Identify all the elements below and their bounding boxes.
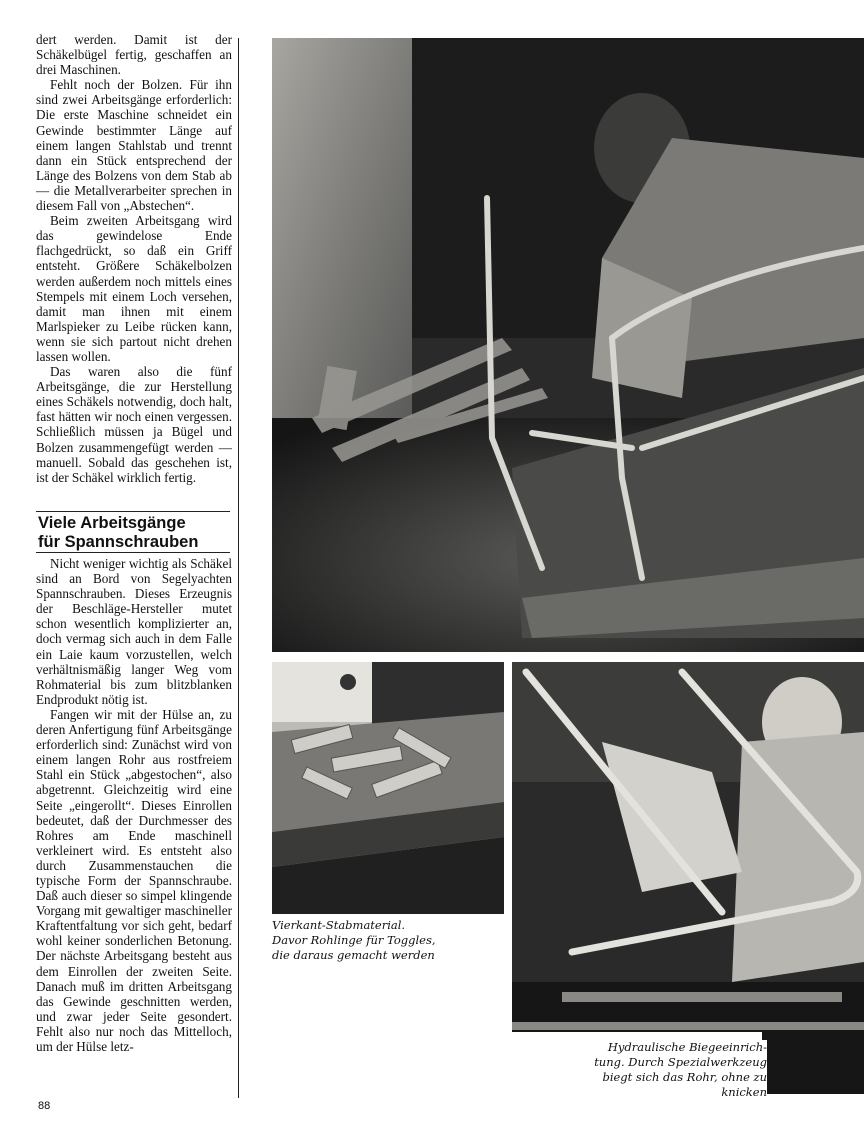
section-heading-line: Viele Arbeitsgänge (38, 514, 186, 532)
caption-line: Davor Rohlinge für Toggles, (272, 933, 436, 947)
paragraph: Das waren also die fünf Arbeitsgänge, die zur Herstellung eines Schäkels notwendig, doch halt, fast hätten wir noch einen vergessen. Schließlich müssen ja Bügel und Bolzen zusammengefügt werden — manuell. Sobald das geschehen ist, ist der Schäkel wirklich fertig. (36, 364, 232, 485)
caption-line: Hydraulische Biegeeinrich- (607, 1040, 767, 1054)
page-number: 88 (38, 1100, 51, 1112)
photo-caption-right (512, 1040, 767, 1099)
section-divider (36, 552, 230, 553)
photo-bar-stock (272, 662, 504, 914)
photo-hydraulic-bender (512, 662, 864, 1094)
caption-line: biegt sich das Rohr, ohne zu (602, 1070, 767, 1084)
caption-line: knicken (721, 1085, 767, 1099)
paragraph: Fangen wir mit der Hülse an, zu deren Anfertigung fünf Arbeitsgänge erforderlich sind: Zunächst wird von einem langen Rohr aus rostfreiem Stahl ein Stück „abgestochen“, also abgetrennt. Gleichzeitig wird eine Seite „eingerollt“. Dieses Einrollen bedeutet, daß der Durchmesser des Rohres am Ende maschinell verkleinert wird. Es entsteht also durch Zusammenstauchen die typische Form der Spannschraube. Daß auch dieser so simpel klingende Vorgang mit gewaltiger maschineller Kraftentfaltung vor sich geht, bedarf wohl keiner sonderlichen Betonung. Der nächste Arbeitsgang besteht aus dem Einrollen der zweiten Seite. Danach muß im dritten Arbeitsgang das Gewinde geschnitten werden, und zwar jeder Seite gesondert. Fehlt also nur noch das Mittelloch, um der Hülse letz- (36, 706, 232, 1054)
section-heading-line: für Spannschrauben (38, 532, 199, 551)
paragraph: Nicht weniger wichtig als Schäkel sind an Bord von Segelyachten Spannschrauben. Dieses Erzeugnis der Beschläge-Hersteller mutet schon wesentlich komplizierter an, doch vermag sich auch in dem Falle ein Laie kaum vorzustellen, welch verhältnismäßig langer Weg vom Rohmaterial bis zum blitzblanken Endprodukt nötig ist. (36, 556, 232, 707)
article-column-bottom (36, 556, 232, 1054)
article-column-top (36, 32, 232, 485)
section-heading (38, 514, 234, 551)
paragraph: Beim zweiten Arbeitsgang wird das gewindelose Ende flachgedrückt, so daß ein Griff entsteht. Größere Schäkelbolzen werden außerdem noch mittels eines Stempels mit einem Loch versehen, damit man ihnen mit einem Marlspieker zu Leibe rücken kann, wenn sie sich partout nicht drehen lassen wollen. (36, 213, 232, 364)
caption-line: Vierkant-Stabmaterial. (272, 918, 406, 932)
caption-line: tung. Durch Spezialwerkzeug (594, 1055, 767, 1069)
paragraph: Fehlt noch der Bolzen. Für ihn sind zwei Arbeitsgänge erforderlich: Die erste Maschine schneidet ein Gewinde bestimmter Länge auf einem langen Stahlstab und trennt dann ein Stück entsprechend der Länge des Bolzens von dem Stab ab — die Metallverarbeiter sprechen in diesem Fall von „Abstechen“. (36, 77, 232, 214)
photo-workshop-frame (272, 38, 864, 652)
caption-line: die daraus gemacht werden (272, 948, 435, 962)
paragraph: dert werden. Damit ist der Schäkelbügel fertig, geschaffen an drei Maschinen. (36, 32, 232, 78)
column-rule (238, 38, 239, 1098)
photo-caption-left (272, 918, 504, 963)
section-divider (36, 511, 230, 512)
